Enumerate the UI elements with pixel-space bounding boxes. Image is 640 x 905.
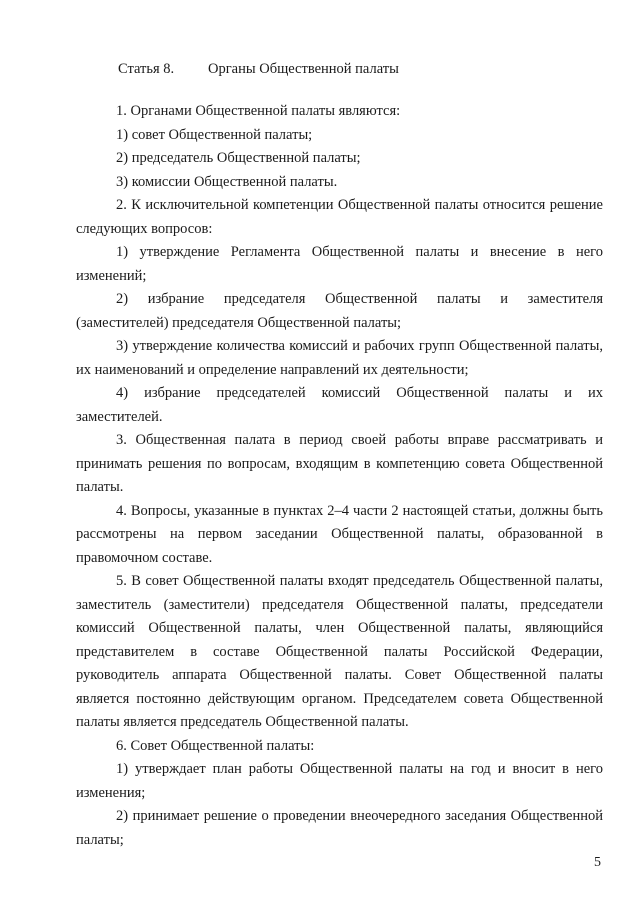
article-heading [118, 61, 399, 78]
paragraph: 2) председатель Общественной палаты; [116, 150, 361, 166]
paragraph: 4. Вопросы, указанные в пунктах 2–4 части 2 настоящей статьи, должны быть рассмотрены на первом заседании Общественной палаты, образованной в правомочном составе. [76, 502, 603, 566]
paragraph: 2. К исключительной компетенции Общественной палаты относится решение следующих вопросов: [76, 197, 603, 237]
article-number: Статья 8. [118, 61, 175, 77]
paragraph: 1. Органами Общественной палаты являются: [116, 103, 401, 119]
paragraph: 1) совет Общественной палаты; [116, 126, 313, 143]
paragraph: 3) утверждение количества комиссий и рабочих групп Общественной палаты, их наименований и определение направлений их деятельности; [76, 338, 603, 378]
paragraph: 2) принимает решение о проведении внеочередного заседания Общественной палаты; [76, 808, 603, 848]
paragraph: 5. В совет Общественной палаты входят председатель Общественной палаты, заместитель (заместители) председателя Общественной палаты, председатели комиссий Общественной палаты, член Общественной палаты, являющийся представителем в составе Общественной палаты Российской Федерации, руководитель аппарата Общественной палаты. Совет Общественной палаты является постоянно действующим органом. Председателем совета Общественной палаты является председатель Общественной палаты. [76, 573, 603, 730]
article-body [76, 100, 603, 852]
paragraph: 4) избрание председателей комиссий Общественной палаты и их заместителей. [76, 385, 603, 425]
paragraph: 6. Совет Общественной палаты: [116, 737, 315, 754]
article-title: Органы Общественной палаты [208, 61, 399, 77]
paragraph: 3. Общественная палата в период своей работы вправе рассматривать и принимать решения по вопросам, входящим в компетенцию совета Общественной палаты. [76, 432, 603, 495]
paragraph: 3) комиссии Общественной палаты. [116, 173, 338, 190]
paragraph: 1) утверждает план работы Общественной палаты на год и вносит в него изменения; [76, 761, 603, 801]
page-number: 5 [594, 855, 601, 870]
paragraph: 1) утверждение Регламента Общественной палаты и внесение в него изменений; [76, 244, 603, 284]
paragraph: 2) избрание председателя Общественной палаты и заместителя (заместителей) председателя Общественной палаты; [76, 291, 603, 331]
